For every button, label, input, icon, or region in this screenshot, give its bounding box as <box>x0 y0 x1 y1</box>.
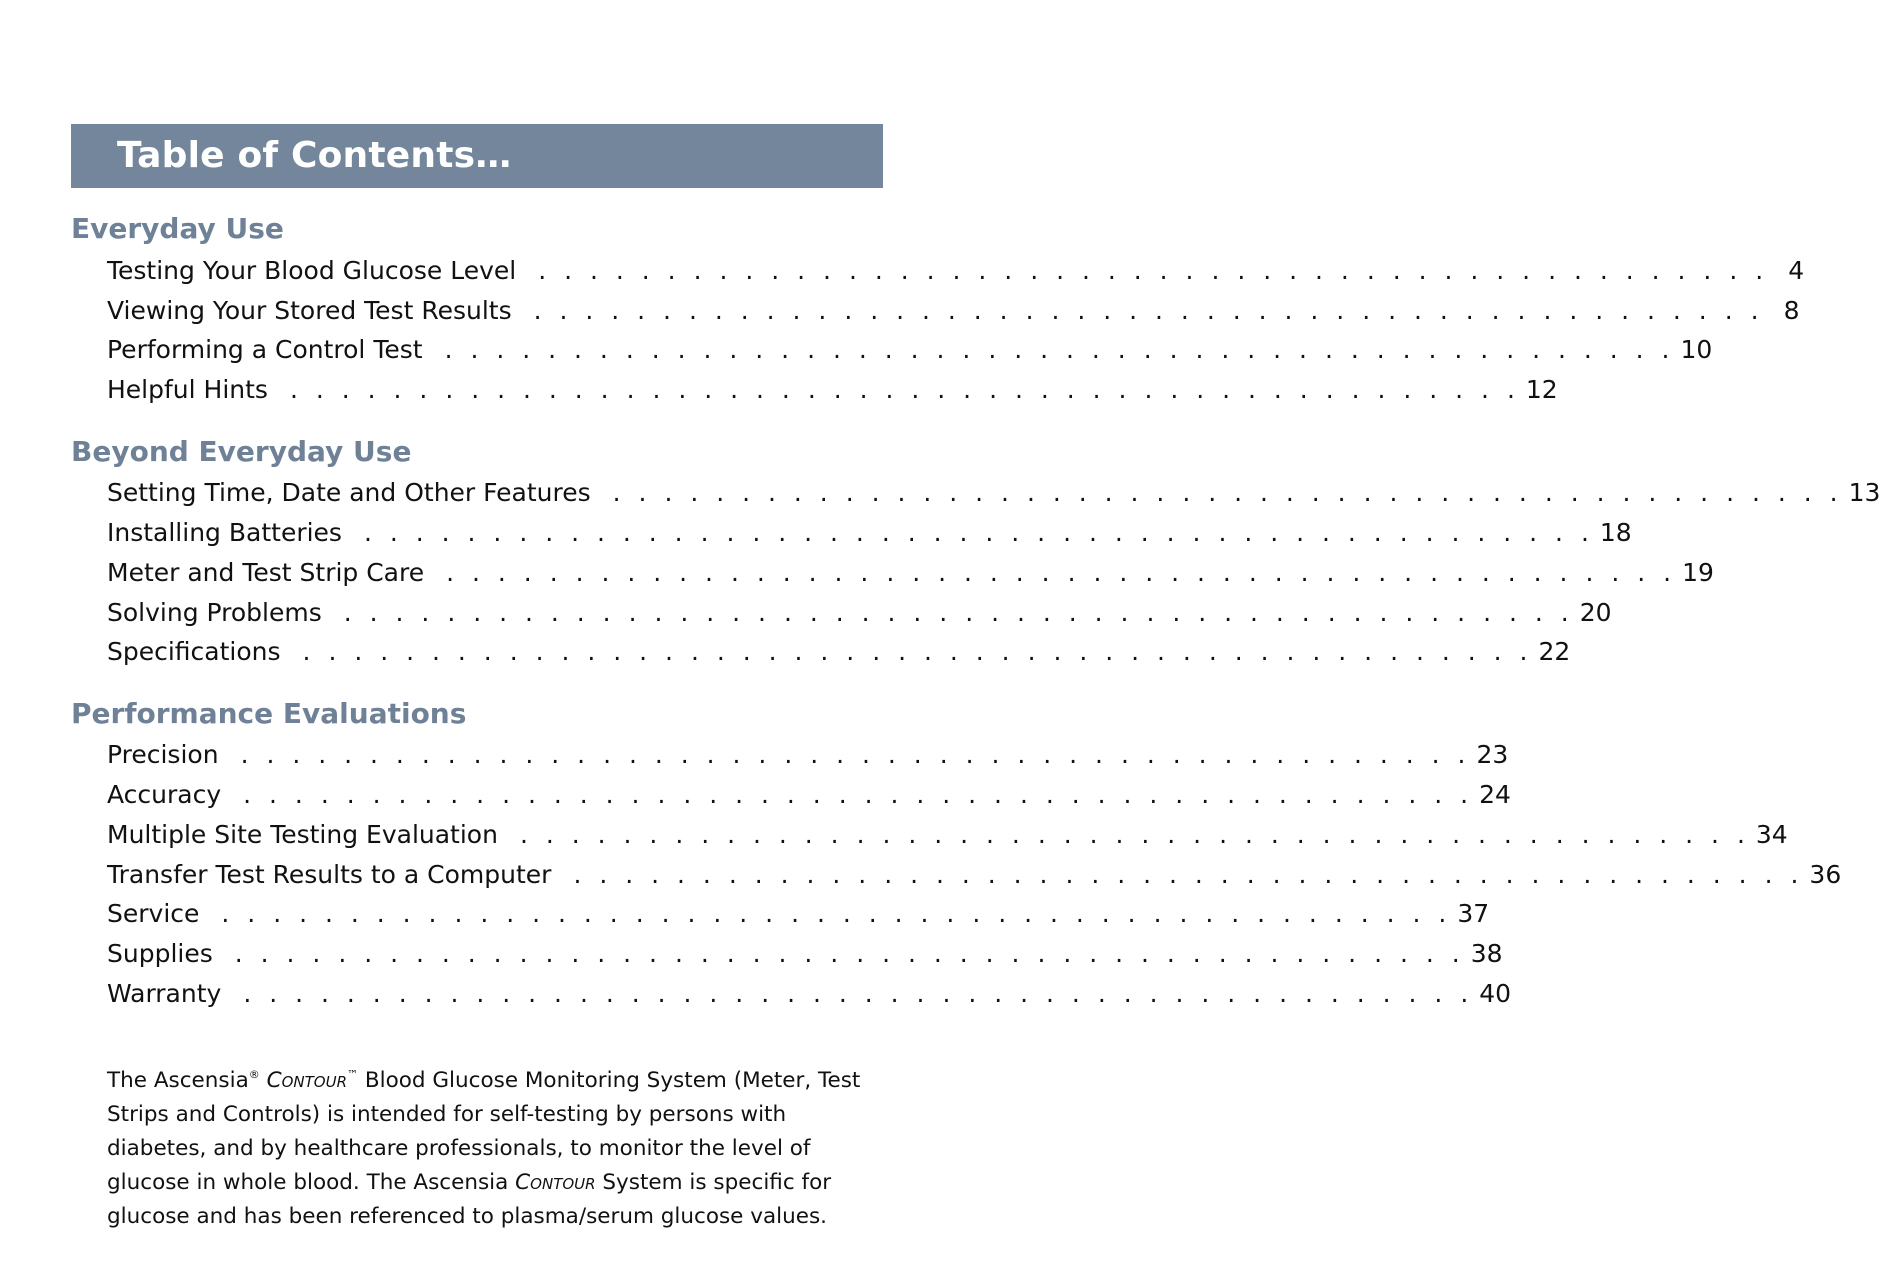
toc-page-number: 18 <box>1599 518 1632 547</box>
toc-entry[interactable] <box>107 475 1880 511</box>
toc-entry-label: Supplies <box>107 939 213 968</box>
intended-use-paragraph <box>107 1064 877 1234</box>
section-heading-everyday-use: Everyday Use <box>71 212 284 245</box>
toc-dot-leader: . . . . . . . . . . . . . . . . . . . . . . . . . . . . . . . . . . . . . . . . . . . . . . . . <box>289 375 1520 404</box>
toc-entry-label: Warranty <box>107 979 222 1008</box>
product-name: Contour <box>266 1067 348 1093</box>
toc-dot-leader: . . . . . . . . . . . . . . . . . . . . . . . . . . . . . . . . . . . . . . . . . . . . . . . . <box>243 979 1474 1008</box>
toc-entry[interactable] <box>107 976 1512 1012</box>
toc-page-number: 22 <box>1538 637 1571 666</box>
toc-entry[interactable] <box>107 777 1511 813</box>
toc-page-number: 23 <box>1476 740 1509 769</box>
toc-dot-leader: . . . . . . . . . . . . . . . . . . . . . . . . . . . . . . . . . . . . . . . . . . . . . . . . <box>363 518 1594 547</box>
toc-dot-leader: . . . . . . . . . . . . . . . . . . . . . . . . . . . . . . . . . . . . . . . . . . . . . . . . <box>538 256 1769 285</box>
page-title: Table of Contents… <box>117 135 512 176</box>
toc-entry-label: Installing Batteries <box>107 518 342 547</box>
description-text: The Ascensia <box>107 1067 249 1093</box>
toc-page-number: 8 <box>1783 296 1800 325</box>
toc-dot-leader: . . . . . . . . . . . . . . . . . . . . . . . . . . . . . . . . . . . . . . . . . . . . . . . . <box>234 939 1465 968</box>
toc-entry-label: Transfer Test Results to a Computer <box>107 860 552 889</box>
toc-dot-leader: . . . . . . . . . . . . . . . . . . . . . . . . . . . . . . . . . . . . . . . . . . . . . . . . <box>573 860 1804 889</box>
toc-entry-label: Precision <box>107 740 219 769</box>
toc-page-number: 19 <box>1682 558 1714 587</box>
toc-page-number: 13 <box>1848 478 1880 507</box>
toc-page-number: 24 <box>1479 780 1511 809</box>
toc-entry[interactable] <box>107 555 1714 591</box>
description-text: System is specific for glucose and has been referenced to plasma/serum glucose values. <box>107 1169 832 1229</box>
toc-entry-label: Multiple Site Testing Evaluation <box>107 820 498 849</box>
toc-page-number: 10 <box>1680 335 1713 364</box>
toc-dot-leader: . . . . . . . . . . . . . . . . . . . . . . . . . . . . . . . . . . . . . . . . . . . . . . . . <box>612 478 1843 507</box>
toc-entry[interactable] <box>107 595 1612 631</box>
toc-entry-label: Meter and Test Strip Care <box>107 558 425 587</box>
toc-entry-label: Testing Your Blood Glucose Level <box>107 256 517 285</box>
toc-entry-label: Viewing Your Stored Test Results <box>107 296 512 325</box>
toc-entry-label: Performing a Control Test <box>107 335 423 364</box>
toc-dot-leader: . . . . . . . . . . . . . . . . . . . . . . . . . . . . . . . . . . . . . . . . . . . . . . . . <box>243 780 1474 809</box>
toc-entry[interactable] <box>107 737 1509 773</box>
toc-entry[interactable] <box>107 634 1571 670</box>
section-heading-performance-evaluations: Performance Evaluations <box>71 697 467 730</box>
toc-page-number: 40 <box>1479 979 1512 1008</box>
toc-entry[interactable] <box>107 857 1842 893</box>
toc-entry-label: Specifications <box>107 637 281 666</box>
toc-page-number: 38 <box>1470 939 1503 968</box>
toc-dot-leader: . . . . . . . . . . . . . . . . . . . . . . . . . . . . . . . . . . . . . . . . . . . . . . . . <box>533 296 1764 325</box>
toc-page-number: 4 <box>1788 256 1805 285</box>
trademark-mark: ™ <box>347 1067 359 1081</box>
toc-page-number: 37 <box>1457 899 1490 928</box>
toc-entry[interactable] <box>107 896 1490 932</box>
toc-entry[interactable] <box>107 372 1558 408</box>
toc-entry[interactable] <box>107 936 1503 972</box>
toc-dot-leader: . . . . . . . . . . . . . . . . . . . . . . . . . . . . . . . . . . . . . . . . . . . . . . . . <box>343 598 1574 627</box>
toc-dot-leader: . . . . . . . . . . . . . . . . . . . . . . . . . . . . . . . . . . . . . . . . . . . . . . . . <box>302 637 1533 666</box>
toc-entry-label: Helpful Hints <box>107 375 268 404</box>
toc-dot-leader: . . . . . . . . . . . . . . . . . . . . . . . . . . . . . . . . . . . . . . . . . . . . . . . . <box>446 558 1677 587</box>
section-heading-beyond-everyday-use: Beyond Everyday Use <box>71 435 412 468</box>
description-text: Blood Glucose Monitoring System (Meter, Test Strips and Controls) is intended for self-testing by persons with diabetes, and by healthcare professionals, to monitor the level of glucose in whole blood. The Ascensia <box>107 1067 861 1195</box>
toc-dot-leader: . . . . . . . . . . . . . . . . . . . . . . . . . . . . . . . . . . . . . . . . . . . . . . . . <box>240 740 1471 769</box>
toc-page-number: 36 <box>1809 860 1842 889</box>
toc-dot-leader: . . . . . . . . . . . . . . . . . . . . . . . . . . . . . . . . . . . . . . . . . . . . . . . . <box>519 820 1750 849</box>
toc-page-number: 34 <box>1755 820 1788 849</box>
toc-entry[interactable] <box>107 253 1805 289</box>
title-banner <box>71 124 883 188</box>
toc-entry[interactable] <box>107 332 1713 368</box>
toc-entry-label: Solving Problems <box>107 598 322 627</box>
registered-mark: ® <box>248 1067 260 1081</box>
toc-entry-label: Accuracy <box>107 780 222 809</box>
product-name: Contour <box>515 1169 596 1195</box>
toc-page-number: 12 <box>1525 375 1558 404</box>
toc-page-number: 20 <box>1579 598 1612 627</box>
toc-entry[interactable] <box>107 817 1788 853</box>
toc-entry-label: Service <box>107 899 200 928</box>
toc-entry-label: Setting Time, Date and Other Features <box>107 478 591 507</box>
toc-entry[interactable] <box>107 293 1800 329</box>
toc-dot-leader: . . . . . . . . . . . . . . . . . . . . . . . . . . . . . . . . . . . . . . . . . . . . . . . . <box>221 899 1452 928</box>
toc-dot-leader: . . . . . . . . . . . . . . . . . . . . . . . . . . . . . . . . . . . . . . . . . . . . . . . . <box>444 335 1675 364</box>
toc-entry[interactable] <box>107 515 1632 551</box>
